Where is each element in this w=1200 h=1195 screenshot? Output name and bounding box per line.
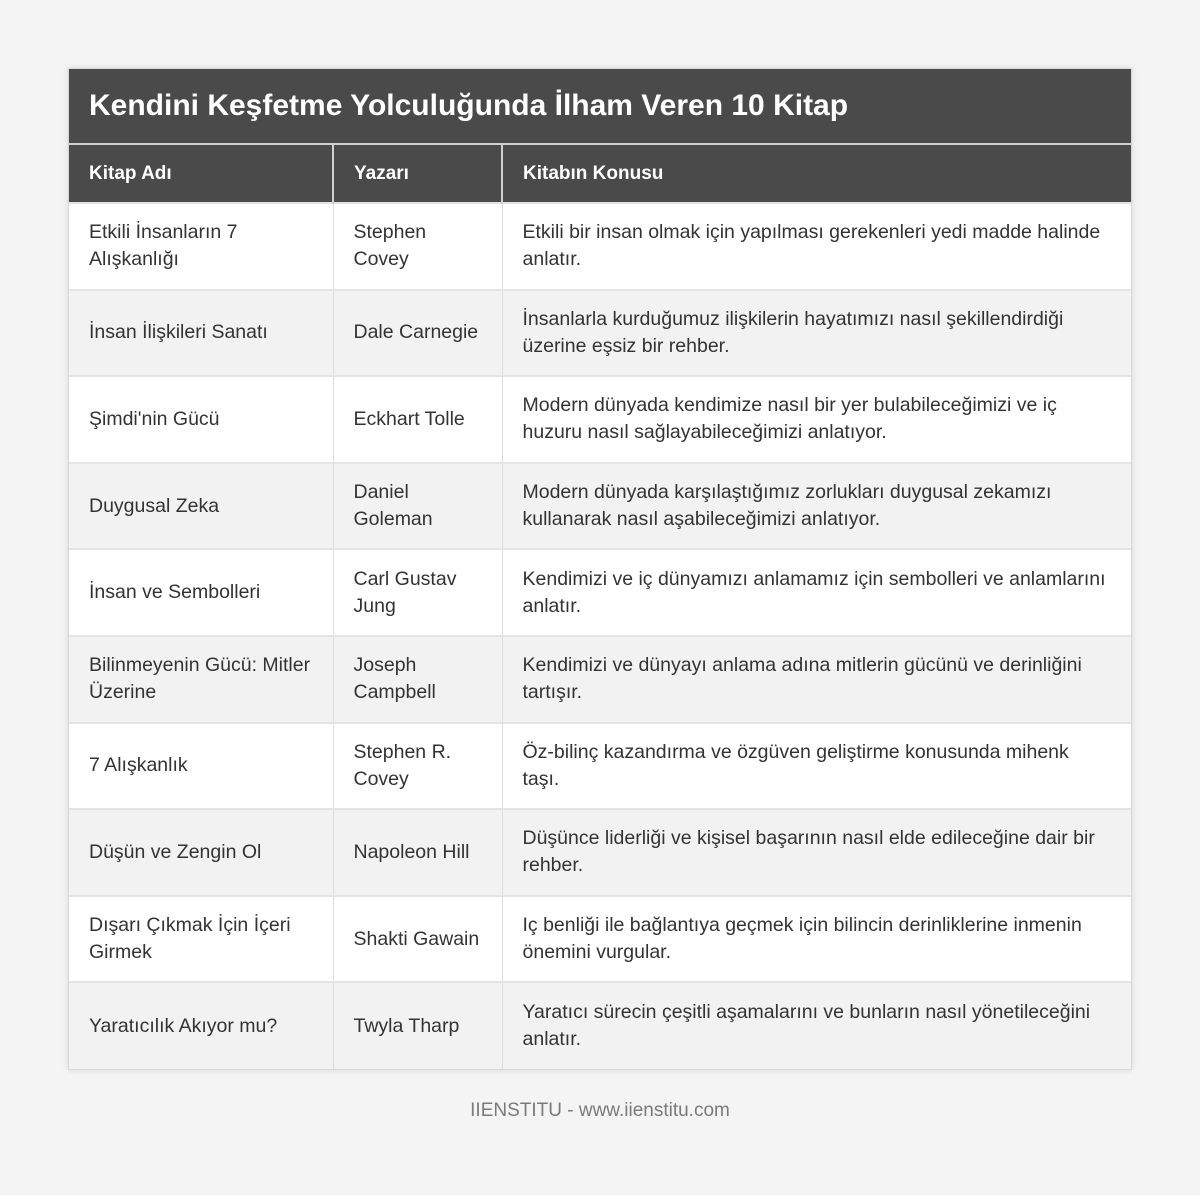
book-title: Düşün ve Zengin Ol	[69, 809, 333, 896]
book-author: Napoleon Hill	[333, 809, 502, 896]
table-row	[69, 636, 1131, 723]
table-row	[69, 290, 1131, 377]
column-header-author: Yazarı	[333, 145, 502, 203]
book-author: Carl Gustav Jung	[333, 549, 502, 636]
table-row	[69, 463, 1131, 550]
book-table	[69, 145, 1131, 1069]
column-header-topic: Kitabın Konusu	[502, 145, 1131, 203]
book-topic: Düşünce liderliği ve kişisel başarının nasıl elde edileceğine dair bir rehber.	[502, 809, 1131, 896]
table-row	[69, 809, 1131, 896]
book-topic: Modern dünyada karşılaştığımız zorlukları duygusal zekamızı kullanarak nasıl aşabileceğimizi anlatıyor.	[502, 463, 1131, 550]
book-title: Duygusal Zeka	[69, 463, 333, 550]
book-author: Twyla Tharp	[333, 982, 502, 1069]
book-title: Şimdi'nin Gücü	[69, 376, 333, 463]
book-topic: Etkili bir insan olmak için yapılması gerekenleri yedi madde halinde anlatır.	[502, 203, 1131, 290]
book-topic: İnsanlarla kurduğumuz ilişkilerin hayatımızı nasıl şekillendirdiği üzerine eşsiz bir rehber.	[502, 290, 1131, 377]
table-row	[69, 982, 1131, 1069]
book-topic: Yaratıcı sürecin çeşitli aşamalarını ve bunların nasıl yönetileceğini anlatır.	[502, 982, 1131, 1069]
book-author: Dale Carnegie	[333, 290, 502, 377]
table-header-row	[69, 145, 1131, 203]
book-topic: Modern dünyada kendimize nasıl bir yer bulabileceğimizi ve iç huzuru nasıl sağlayabileceğimizi anlatıyor.	[502, 376, 1131, 463]
table-row	[69, 376, 1131, 463]
table-row	[69, 203, 1131, 290]
book-topic: Öz-bilinç kazandırma ve özgüven geliştirme konusunda mihenk taşı.	[502, 723, 1131, 810]
book-author: Daniel Goleman	[333, 463, 502, 550]
column-header-book: Kitap Adı	[69, 145, 333, 203]
book-author: Stephen R. Covey	[333, 723, 502, 810]
book-topic: Kendimizi ve iç dünyamızı anlamamız için sembolleri ve anlamlarını anlatır.	[502, 549, 1131, 636]
table-row	[69, 549, 1131, 636]
table-title: Kendini Keşfetme Yolculuğunda İlham Veren 10 Kitap	[69, 69, 1131, 145]
book-author: Stephen Covey	[333, 203, 502, 290]
book-title: Bilinmeyenin Gücü: Mitler Üzerine	[69, 636, 333, 723]
table-row	[69, 896, 1131, 983]
book-title: İnsan İlişkileri Sanatı	[69, 290, 333, 377]
book-topic: Iç benliği ile bağlantıya geçmek için bilincin derinliklerine inmenin önemini vurgular.	[502, 896, 1131, 983]
footer-credit: IIENSTITU - www.iienstitu.com	[470, 1100, 730, 1121]
book-author: Joseph Campbell	[333, 636, 502, 723]
book-title: Dışarı Çıkmak İçin İçeri Girmek	[69, 896, 333, 983]
book-title: İnsan ve Sembolleri	[69, 549, 333, 636]
book-title: Yaratıcılık Akıyor mu?	[69, 982, 333, 1069]
book-topic: Kendimizi ve dünyayı anlama adına mitlerin gücünü ve derinliğini tartışır.	[502, 636, 1131, 723]
book-table-card	[68, 68, 1132, 1070]
book-author: Shakti Gawain	[333, 896, 502, 983]
table-row	[69, 723, 1131, 810]
book-title: 7 Alışkanlık	[69, 723, 333, 810]
book-title: Etkili İnsanların 7 Alışkanlığı	[69, 203, 333, 290]
book-author: Eckhart Tolle	[333, 376, 502, 463]
